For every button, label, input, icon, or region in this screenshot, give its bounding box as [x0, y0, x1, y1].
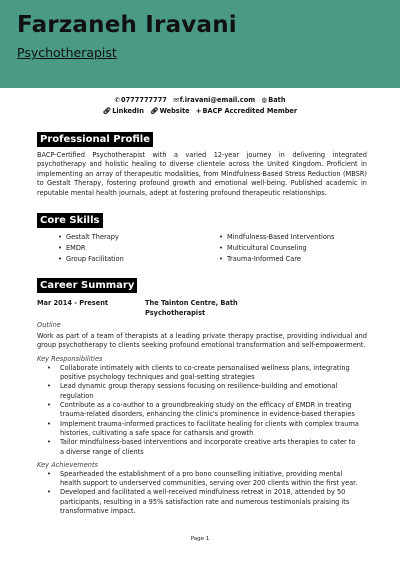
- website-text: Website: [159, 107, 190, 115]
- link-icon: 🔗︎: [150, 107, 159, 115]
- candidate-title: Psychotherapist: [17, 45, 117, 60]
- skills-column-right: [221, 232, 382, 265]
- responsibilities-list: [0, 364, 400, 457]
- accreditation-text: BACP Accredited Member: [202, 107, 298, 115]
- skill-item: • Mindfulness-Based Interventions: [221, 232, 382, 243]
- contact-info: [0, 95, 400, 117]
- globe-icon: ◍: [261, 96, 268, 104]
- skills-section: [0, 208, 400, 265]
- profile-text: BACP-Certified Psychotherapist with a varied 12-year journey in delivering integrated psychotherapy and holistic healing to diverse clientele across the United Kingdom. Proficient in implementing an array of therapeutic modalities, from Mindfulness-Based Stress Reduction (MBSR) to Gestalt Therapy, fostering profound growth and emotional well-being. Published academic in reputable mental health journals, adept at fostering profound therapeutic relationships.: [37, 151, 367, 197]
- responsibility-item: • Collaborate intimately with clients to co-create personalised wellness plans, integrating positive psychology techniques and goal-setting strategies: [60, 364, 360, 383]
- linkedin-link[interactable]: [103, 107, 144, 115]
- job-header: [0, 299, 400, 318]
- phone-text: 0777777777: [121, 96, 167, 104]
- responsibility-item: • Implement trauma-informed practices to facilitate healing for clients with complex trauma histories, cultivating a safe space for catharsis and growth: [60, 420, 360, 439]
- email-item[interactable]: [173, 96, 255, 104]
- job-employer: The Tainton Centre, Bath: [145, 299, 238, 308]
- career-section: [0, 273, 400, 516]
- achievement-item: • Developed and facilitated a well-received mindfulness retreat in 2018, attended by 50 participants, resulting in a 95% satisfaction rate and numerous testimonials praising its transformative impact.: [60, 488, 360, 516]
- outline-text: Work as part of a team of therapists at a leading private therapy practise, providing individual and group psychotherapy to clients seeking profound emotional transformation and self-empowerment.: [37, 332, 367, 350]
- career-heading: Career Summary: [37, 278, 137, 293]
- skill-item: • EMDR: [60, 243, 221, 254]
- achievements-label: Key Achievements: [37, 460, 98, 469]
- skill-item: • Gestalt Therapy: [60, 232, 221, 243]
- candidate-name: Farzaneh Iravani: [17, 12, 237, 38]
- skill-item: • Multicultural Counseling: [221, 243, 382, 254]
- page-number: Page 1: [190, 536, 210, 542]
- website-link[interactable]: [150, 107, 189, 115]
- job-dates: Mar 2014 - Present: [37, 299, 109, 308]
- profile-section: [0, 127, 400, 198]
- responsibility-item: • Contribute as a co-author to a groundbreaking study on the efficacy of EMDR in treating trauma-related disorders, enhancing the clinic's prominence in evidence-based therapies: [60, 401, 360, 420]
- job-employer-block: [145, 299, 238, 318]
- header-banner: [0, 0, 400, 88]
- skills-list: [0, 232, 400, 265]
- linkedin-text: LinkedIn: [112, 107, 144, 115]
- plus-icon: +: [195, 107, 202, 115]
- skills-heading: Core Skills: [37, 213, 103, 228]
- job-role: Psychotherapist: [145, 308, 206, 317]
- email-icon: ✉: [173, 96, 179, 104]
- skill-item: • Group Facilitation: [60, 254, 221, 265]
- responsibilities-label: Key Responsibilities: [37, 354, 103, 363]
- location-text: Bath: [268, 96, 286, 104]
- achievements-list: [0, 470, 400, 516]
- skill-item: • Trauma-Informed Care: [221, 254, 382, 265]
- contact-line-2: [0, 106, 400, 117]
- outline-label: Outline: [37, 321, 61, 330]
- achievement-item: • Spearheaded the establishment of a pro bono counselling initiative, providing mental health support to underserved communities, serving over 200 clients within the first year.: [60, 470, 360, 489]
- responsibility-item: • Lead dynamic group therapy sessions focusing on resilience-building and emotional regulation: [60, 382, 360, 401]
- responsibility-item: • Tailor mindfulness-based interventions and incorporate creative arts therapies to cater to a diverse range of clients: [60, 438, 360, 457]
- contact-line-1: [0, 95, 400, 106]
- location-item: [261, 96, 285, 104]
- link-icon: 🔗︎: [102, 107, 112, 115]
- profile-heading: Professional Profile: [37, 132, 153, 147]
- accreditation-item: [196, 107, 297, 115]
- phone-item: [114, 96, 166, 104]
- email-text: f.iravani@email.com: [179, 96, 256, 104]
- phone-icon: ✆: [114, 96, 120, 104]
- skills-column-left: [60, 232, 221, 265]
